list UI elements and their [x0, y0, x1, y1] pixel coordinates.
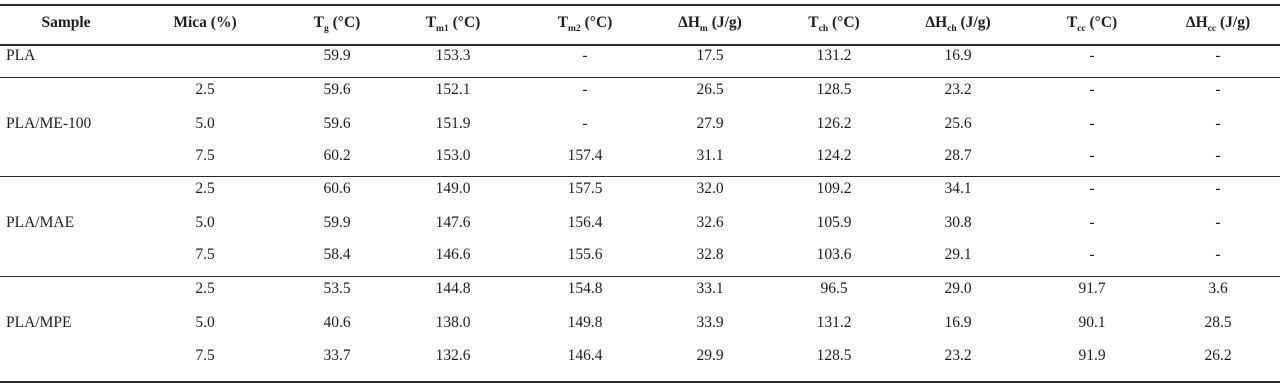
- cell-tm1: 153.0: [435, 147, 471, 164]
- cell-mica: 7.5: [195, 347, 215, 364]
- cell-tg: 60.2: [323, 147, 351, 164]
- cell-tm1: 132.6: [435, 347, 471, 364]
- column-header-symbol: T: [557, 14, 569, 31]
- cell-dhm: 29.9: [696, 347, 724, 364]
- cell-tm2: 156.4: [567, 214, 603, 231]
- column-header: [426, 13, 481, 35]
- cell-tm1: 146.6: [435, 246, 471, 263]
- cell-mica: 2.5: [195, 81, 215, 98]
- cell-dhm: 32.0: [696, 180, 724, 197]
- cell-dhcc: 26.2: [1204, 347, 1232, 364]
- cell-dhch: 23.2: [944, 81, 972, 98]
- cell-dhcc: 3.6: [1208, 280, 1228, 297]
- cell-tch: 103.6: [816, 246, 852, 263]
- column-header-unit: (°C): [1085, 14, 1118, 31]
- rule-sep: [0, 176, 1280, 177]
- column-header-subscript: ch: [947, 24, 957, 34]
- cell-tch: 128.5: [816, 81, 852, 98]
- column-header-unit: (J/g): [707, 14, 742, 31]
- sample-name-cell: PLA: [6, 47, 36, 64]
- cell-tm2: 157.5: [567, 180, 603, 197]
- cell-tg: 59.9: [323, 214, 351, 231]
- cell-dhm: 31.1: [696, 147, 724, 164]
- cell-tcc: -: [1089, 147, 1095, 164]
- column-header: [41, 13, 90, 33]
- cell-dhcc: -: [1215, 115, 1221, 132]
- cell-dhm: 32.8: [696, 246, 724, 263]
- column-header-symbol: T: [425, 14, 437, 31]
- sample-name-cell: PLA/ME-100: [6, 115, 92, 132]
- cell-dhch: 28.7: [944, 147, 972, 164]
- column-header: [558, 13, 613, 35]
- cell-tcc: -: [1089, 47, 1095, 64]
- cell-tg: 58.4: [323, 246, 351, 263]
- cell-dhm: 17.5: [696, 47, 724, 64]
- cell-tm2: -: [582, 47, 588, 64]
- column-header-symbol: T: [808, 14, 819, 31]
- cell-tcc: 91.7: [1078, 280, 1106, 297]
- column-header-unit: (J/g): [956, 14, 991, 31]
- column-header: [173, 13, 236, 33]
- cell-tm1: 138.0: [435, 314, 471, 331]
- column-header-subscript: m2: [568, 24, 581, 34]
- cell-tch: 128.5: [816, 347, 852, 364]
- cell-dhcc: -: [1215, 180, 1221, 197]
- column-header-symbol: Sample: [41, 14, 91, 31]
- cell-dhm: 33.1: [696, 280, 724, 297]
- rule-sep: [0, 77, 1280, 78]
- cell-dhcc: -: [1215, 214, 1221, 231]
- cell-mica: 7.5: [195, 147, 215, 164]
- cell-tm2: 157.4: [567, 147, 603, 164]
- rule-bottom: [0, 381, 1280, 383]
- cell-dhch: 16.9: [944, 314, 972, 331]
- cell-tch: 109.2: [816, 180, 852, 197]
- cell-tch: 126.2: [816, 115, 852, 132]
- column-header-subscript: g: [324, 24, 329, 34]
- column-header-subscript: cc: [1207, 24, 1217, 34]
- column-header-symbol: ΔH: [1185, 14, 1208, 31]
- column-header-subscript: ch: [818, 24, 829, 34]
- column-header-symbol: ΔH: [678, 14, 700, 31]
- cell-tm2: 155.6: [567, 246, 603, 263]
- column-header-symbol: T: [1066, 14, 1078, 31]
- column-header: [925, 13, 990, 35]
- cell-dhch: 29.0: [944, 280, 972, 297]
- column-header-subscript: cc: [1077, 24, 1086, 34]
- cell-tg: 60.6: [323, 180, 351, 197]
- cell-mica: 5.0: [195, 115, 215, 132]
- column-header: [1067, 13, 1117, 35]
- cell-mica: 5.0: [195, 314, 215, 331]
- cell-tg: 59.6: [323, 115, 351, 132]
- cell-tg: 59.9: [323, 47, 351, 64]
- column-header: [1186, 13, 1250, 35]
- cell-tm1: 151.9: [435, 115, 471, 132]
- cell-dhch: 16.9: [944, 47, 972, 64]
- cell-dhch: 30.8: [944, 214, 972, 231]
- cell-dhm: 26.5: [696, 81, 724, 98]
- cell-dhcc: 28.5: [1204, 314, 1232, 331]
- cell-tm2: 154.8: [567, 280, 603, 297]
- cell-dhch: 29.1: [944, 246, 972, 263]
- cell-tcc: -: [1089, 246, 1095, 263]
- cell-tcc: 91.9: [1078, 347, 1106, 364]
- column-header: [808, 13, 859, 35]
- cell-dhch: 23.2: [944, 347, 972, 364]
- column-header-symbol: T: [313, 14, 324, 31]
- cell-mica: 7.5: [195, 246, 215, 263]
- cell-dhm: 32.6: [696, 214, 724, 231]
- column-header-unit: (°C): [448, 14, 481, 31]
- column-header-unit: (°C): [580, 14, 613, 31]
- column-header-unit: (J/g): [1216, 14, 1251, 31]
- cell-tm1: 153.3: [435, 47, 471, 64]
- cell-tg: 59.6: [323, 81, 351, 98]
- cell-tg: 53.5: [323, 280, 351, 297]
- column-header-symbol: ΔH: [925, 14, 948, 31]
- rule-sep: [0, 276, 1280, 277]
- cell-dhcc: -: [1215, 246, 1221, 263]
- column-header-subscript: m: [699, 24, 708, 34]
- cell-tch: 131.2: [816, 314, 852, 331]
- cell-dhm: 27.9: [696, 115, 724, 132]
- cell-tcc: -: [1089, 180, 1095, 197]
- column-header: [678, 13, 742, 35]
- cell-tch: 124.2: [816, 147, 852, 164]
- cell-mica: 2.5: [195, 180, 215, 197]
- cell-tcc: -: [1089, 81, 1095, 98]
- cell-dhch: 25.6: [944, 115, 972, 132]
- cell-tm1: 144.8: [435, 280, 471, 297]
- cell-tm2: -: [582, 81, 588, 98]
- cell-tcc: 90.1: [1078, 314, 1106, 331]
- cell-tg: 40.6: [323, 314, 351, 331]
- cell-tcc: -: [1089, 214, 1095, 231]
- cell-dhcc: -: [1215, 81, 1221, 98]
- cell-mica: 5.0: [195, 214, 215, 231]
- cell-tch: 131.2: [816, 47, 852, 64]
- cell-dhm: 33.9: [696, 314, 724, 331]
- cell-tcc: -: [1089, 115, 1095, 132]
- rule-top: [0, 4, 1280, 6]
- cell-dhcc: -: [1215, 47, 1221, 64]
- column-header-symbol: Mica (%): [173, 14, 237, 31]
- cell-mica: 2.5: [195, 280, 215, 297]
- column-header-subscript: m1: [436, 24, 449, 34]
- cell-dhcc: -: [1215, 147, 1221, 164]
- rule-header: [0, 44, 1280, 46]
- sample-name-cell: PLA/MPE: [6, 314, 72, 331]
- column-header-unit: (°C): [828, 14, 860, 31]
- cell-tm1: 147.6: [435, 214, 471, 231]
- sample-name-cell: PLA/MAE: [6, 214, 75, 231]
- column-header-unit: (°C): [328, 14, 361, 31]
- cell-tch: 96.5: [820, 280, 848, 297]
- cell-tm1: 149.0: [435, 180, 471, 197]
- cell-tm2: -: [582, 115, 588, 132]
- cell-tm2: 149.8: [567, 314, 603, 331]
- cell-tch: 105.9: [816, 214, 852, 231]
- column-header: [314, 13, 361, 35]
- cell-tg: 33.7: [323, 347, 351, 364]
- cell-dhch: 34.1: [944, 180, 972, 197]
- cell-tm1: 152.1: [435, 81, 471, 98]
- cell-tm2: 146.4: [567, 347, 603, 364]
